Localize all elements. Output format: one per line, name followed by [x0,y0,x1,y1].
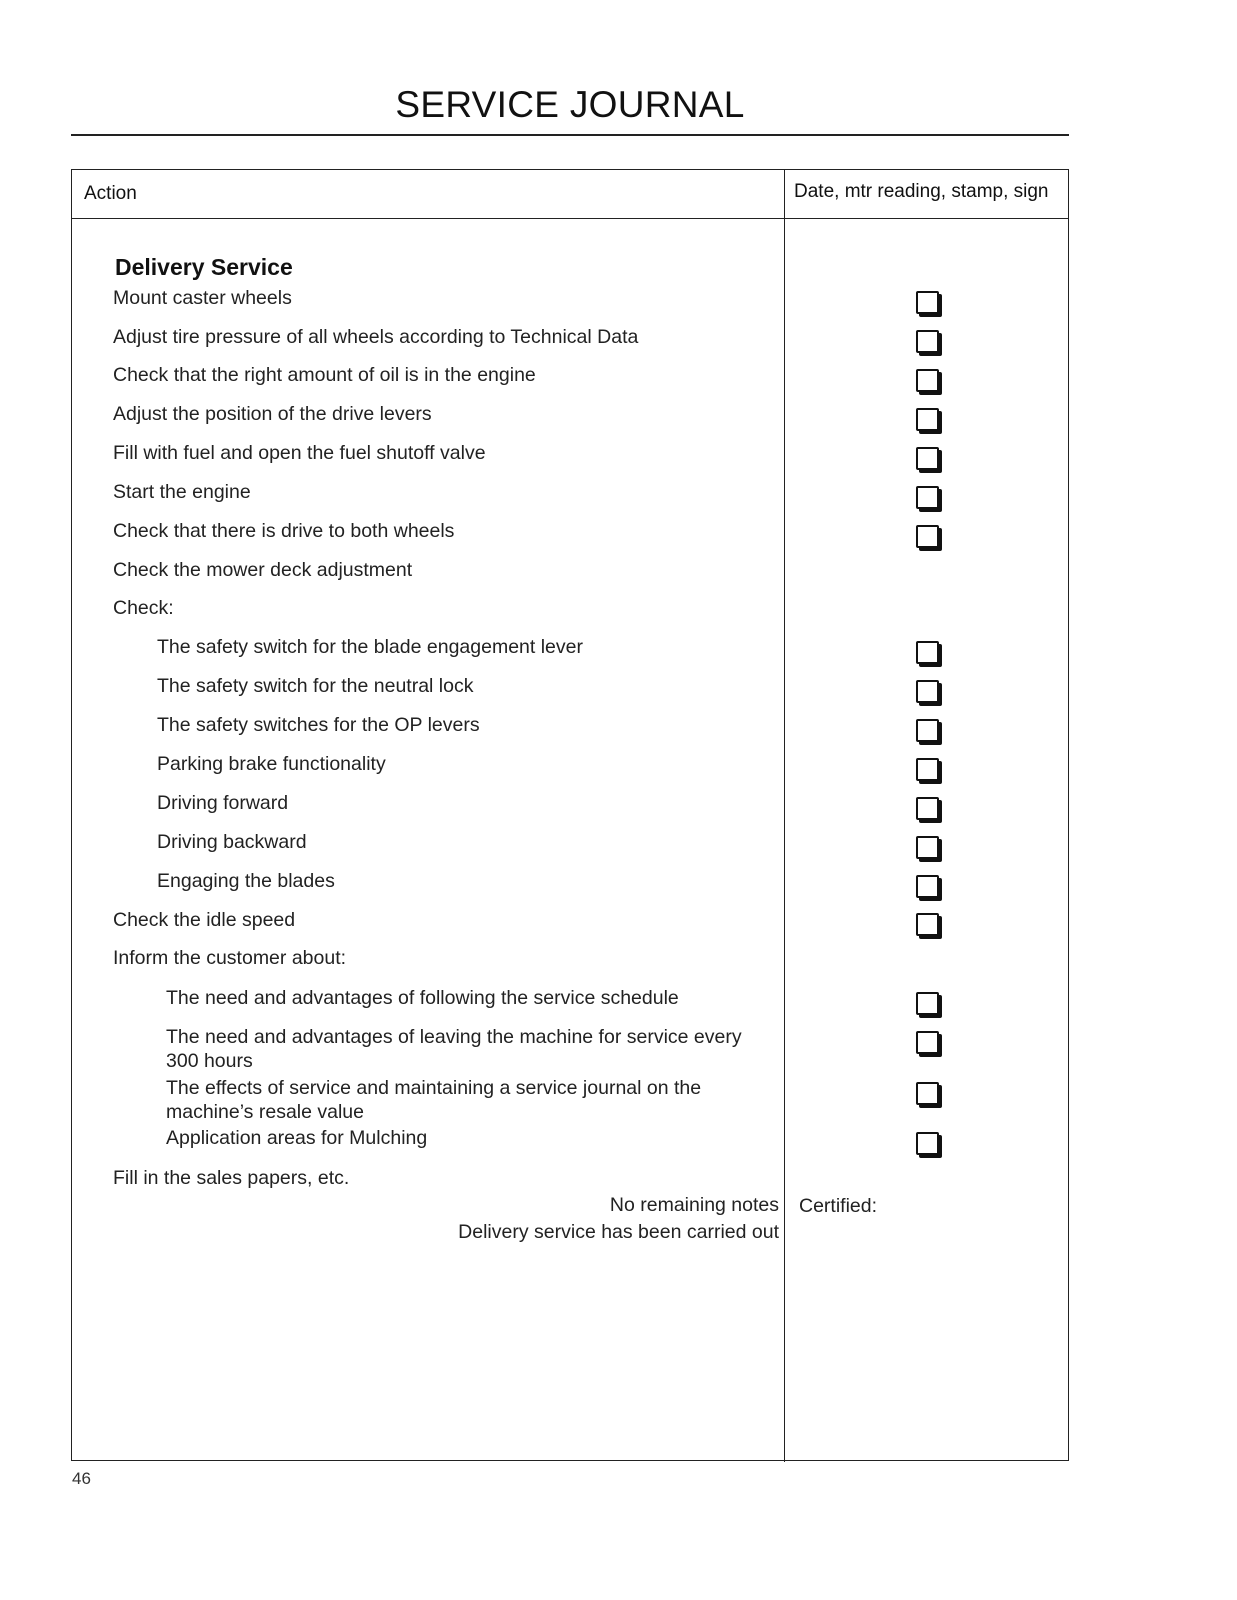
certified-label: Certified: [799,1195,878,1217]
list-item: Adjust the position of the drive levers [113,403,432,425]
checkbox[interactable] [916,992,939,1015]
page-title: SERVICE JOURNAL [395,84,745,125]
checkbox[interactable] [916,680,939,703]
checkbox[interactable] [916,1132,939,1155]
checkbox[interactable] [916,758,939,781]
checkbox[interactable] [916,525,939,548]
list-item: Fill with fuel and open the fuel shutoff valve [113,442,486,464]
note-carried-out: Delivery service has been carried out [458,1221,779,1243]
checkbox[interactable] [916,875,939,898]
note-no-remaining: No remaining notes [609,1194,779,1216]
list-item: Driving forward [157,792,289,814]
checkbox[interactable] [916,486,939,509]
checkbox[interactable] [916,913,939,936]
column-header-action: Action [84,183,137,204]
header-divider [71,218,1069,219]
list-item: Check the mower deck adjustment [113,559,413,581]
list-item: Inform the customer about: [113,947,347,969]
list-item: 300 hours [166,1050,253,1072]
checkbox[interactable] [916,1082,939,1105]
list-item: Mount caster wheels [113,287,292,309]
checkbox[interactable] [916,369,939,392]
list-item: Parking brake functionality [157,753,386,775]
list-item: Check: [113,597,174,619]
checkbox[interactable] [916,641,939,664]
checkbox[interactable] [916,408,939,431]
list-item: The need and advantages of following the service schedule [166,987,679,1009]
checkbox[interactable] [916,1031,939,1054]
list-item: Application areas for Mulching [166,1127,428,1149]
checkbox[interactable] [916,330,939,353]
section-title: Delivery Service [115,254,293,280]
checkbox[interactable] [916,719,939,742]
list-item: The effects of service and maintaining a service journal on the [166,1077,702,1099]
list-item: The safety switch for the neutral lock [157,675,474,697]
checkbox[interactable] [916,447,939,470]
list-item: Driving backward [157,831,307,853]
title-rule [71,134,1069,136]
list-item: Adjust tire pressure of all wheels according to Technical Data [113,326,639,348]
page-number: 46 [72,1469,91,1488]
list-item: Check that there is drive to both wheels [113,520,455,542]
checkbox[interactable] [916,797,939,820]
list-item: The safety switches for the OP levers [157,714,480,736]
list-item: The safety switch for the blade engagement lever [157,636,583,658]
column-divider [784,169,785,1462]
list-item: Start the engine [113,481,251,503]
list-item: Engaging the blades [157,870,335,892]
checkbox[interactable] [916,291,939,314]
column-header-date: Date, mtr reading, stamp, sign [794,181,1049,202]
list-item: Check the idle speed [113,909,296,931]
list-item: The need and advantages of leaving the machine for service every [166,1026,742,1048]
list-item: Fill in the sales papers, etc. [113,1167,350,1189]
checkbox[interactable] [916,836,939,859]
list-item: Check that the right amount of oil is in the engine [113,364,536,386]
list-item: machine’s resale value [166,1101,364,1123]
